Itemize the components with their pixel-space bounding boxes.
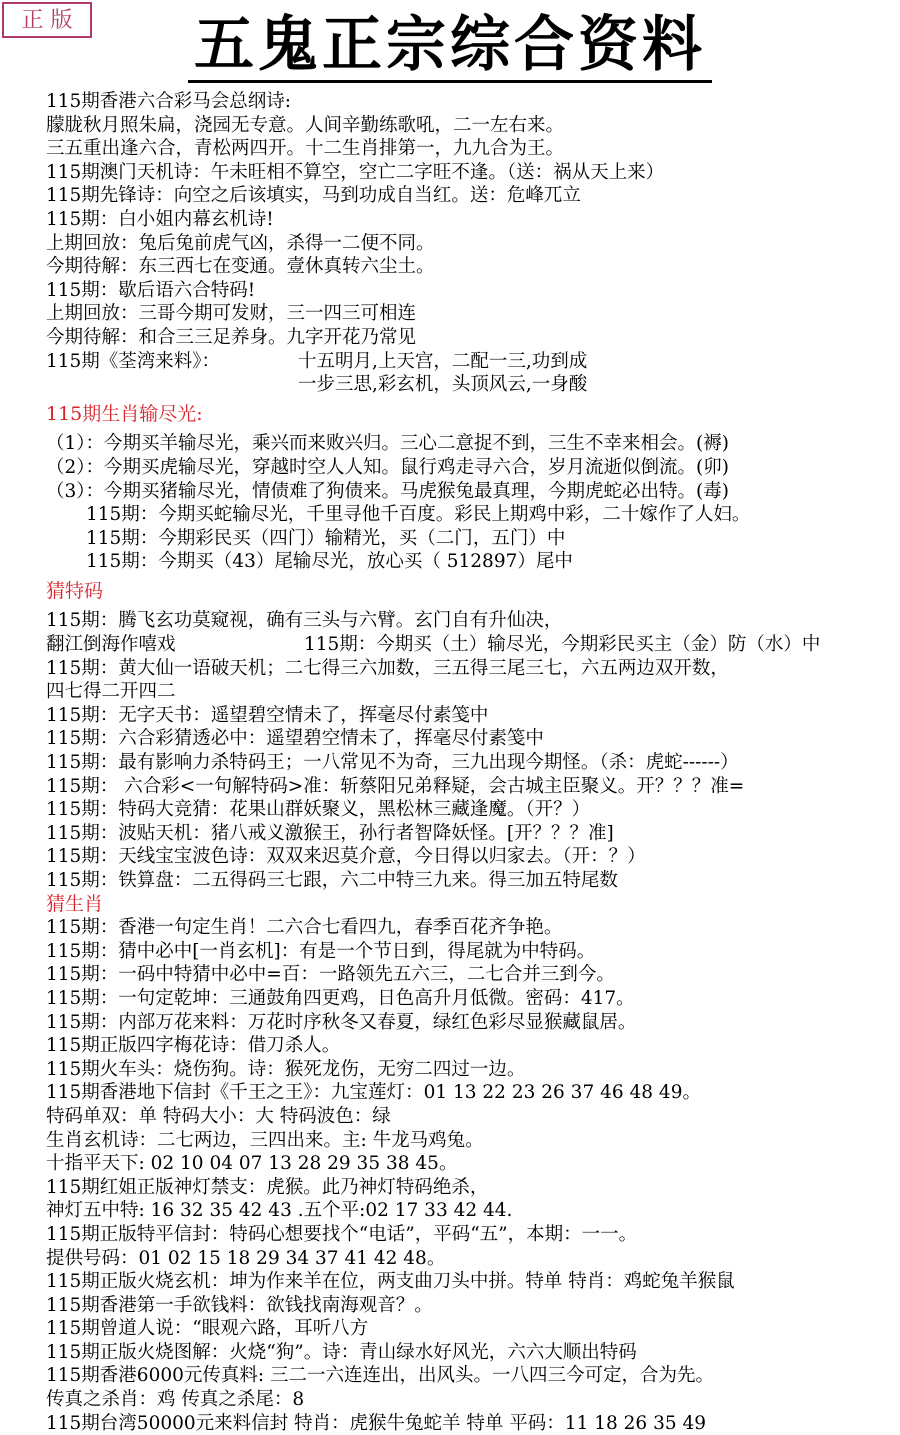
block2b-line: 115期：今期彩民买（四门）输精光，买（二门，五门）中 xyxy=(86,527,566,549)
block4-line: 115期正版特平信封：特码心想要找个“电话”，平码“五”，本期：一一。 xyxy=(46,1223,638,1245)
block3-line: 四七得二开四二 xyxy=(46,681,176,703)
block2b-line: 115期：今期买（43）尾输尽光，放心买（ 512897）尾中 xyxy=(86,551,573,573)
block1-line: 115期香港六合彩马会总纲诗: xyxy=(46,91,292,112)
block4-line: 115期：一码中特猜中必中=百：一路领先五六三，二七合并三到今。 xyxy=(46,964,615,986)
guess-line-2-left: 翻江倒海作嘻戏 xyxy=(46,634,176,656)
block3-line: 115期：最有影响力杀特码王；一八常见不为奇，三九出现今期怪。（杀：虎蛇------） xyxy=(46,752,739,774)
block4-line: 115期香港6000元传真料: 三二一六连连出，出风头。一八四三今可定，合为先。 xyxy=(46,1365,715,1387)
block4-line: 十指平天下: 02 10 04 07 13 28 29 35 38 45。 xyxy=(46,1153,458,1175)
guess-line-2-right: 115期：今期买（土）输尽光，今期彩民买主（金）防（水）中 xyxy=(304,634,821,656)
block4-line: 115期台湾50000元来料信封 特肖：虎猴牛兔蛇羊 特单 平码：11 18 26 35 49 xyxy=(46,1412,707,1434)
block4-line: 115期正版火烧图解：火烧“狗”。诗：青山绿水好风光，六六大顺出特码 xyxy=(46,1341,637,1363)
quanwan-row-1 xyxy=(46,350,896,374)
block1-line: 115期：白小姐内幕玄机诗! xyxy=(46,208,274,230)
block3-line: 115期：六合彩猜透必中：遥望碧空情未了，挥毫尽付素笺中 xyxy=(46,728,544,750)
block3-line: 115期：铁算盘：二五得码三七跟，六二中特三九来。得三加五特尾数 xyxy=(46,870,618,891)
block4-line: 115期香港第一手欲钱料：欲钱找南海观音？。 xyxy=(46,1294,433,1316)
section-heading-zodiac-lose: 115期生肖输尽光: xyxy=(46,402,203,425)
block3-line: 115期：特码大竞猜：花果山群妖聚义，黑松林三藏逢魔。（开？） xyxy=(46,799,591,821)
quanwan-line-2: 一步三思,彩玄机，头顶风云,一身酸 xyxy=(298,374,588,396)
block4-line: 115期正版火烧玄机：坤为作来羊在位，两支曲刀头中拼。特单 特肖：鸡蛇兔羊猴鼠 xyxy=(46,1271,735,1293)
block2b-line: 115期：今期买蛇输尽光，千里寻他千百度。彩民上期鸡中彩，二十嫁作了人妇。 xyxy=(86,504,751,526)
block4-line: 115期曾道人说：“眼观六路，耳听八方 xyxy=(46,1318,369,1340)
block4-line: 115期：猜中必中[一肖玄机]：有是一个节日到，得尾就为中特码。 xyxy=(46,940,596,962)
block4-line: 传真之杀肖：鸡 传真之杀尾：8 xyxy=(46,1389,305,1411)
block1-line: 三五重出逢六合，青松两四开。十二生肖排第一，九九合为王。 xyxy=(46,138,565,160)
block4-line: 115期红姐正版神灯禁支：虎猴。此乃神灯特码绝杀， xyxy=(46,1176,489,1198)
guess-line-1: 115期：腾飞玄功莫窥视，确有三头与六臂。玄门自有升仙决， xyxy=(46,610,563,632)
section-heading-guess-zodiac: 猜生肖 xyxy=(46,892,104,915)
block3-line: 115期：波贴天机：猪八戒义激猴王，孙行者智降妖怪。[开？？？准] xyxy=(46,822,614,844)
block2-line: （1）：今期买羊输尽光，乘兴而来败兴归。三心二意捉不到，三生不幸来相会。(褥) xyxy=(46,433,729,455)
block1-line: 115期先锋诗：向空之后该填实，马到功成自当红。送：危峰兀立 xyxy=(46,185,581,207)
block1-line: 上期回放：兔后兔前虎气凶，杀得一二便不同。 xyxy=(46,232,435,254)
page-title xyxy=(0,10,900,80)
block2-line: （3）：今期买猪输尽光，情债难了狗债来。马虎猴兔最真理，今期虎蛇必出特。(毒) xyxy=(46,480,729,502)
block4-line: 115期：一句定乾坤：三通鼓角四更鸡，日色高升月低微。密码：417。 xyxy=(46,987,635,1009)
block4-line: 115期正版四字梅花诗：借刀杀人。 xyxy=(46,1035,341,1057)
title-text: 五鬼正宗综合资料 xyxy=(188,10,712,83)
genuine-badge: 正 版 xyxy=(2,2,92,38)
block1-line: 朦胧秋月照朱扁，浇园无专意。人间辛勤练歌吼，二一左右来。 xyxy=(46,114,565,136)
block1-line: 今期待解：和合三三足养身。九字开花乃常见 xyxy=(46,326,417,348)
lose-block xyxy=(46,432,896,503)
document-body xyxy=(46,90,896,1435)
block4-line: 115期火车头：烧伤狗。诗：猴死龙伤，无穷二四过一边。 xyxy=(46,1058,526,1080)
zodiac-block xyxy=(46,916,896,1435)
quanwan-label: 115期《荃湾来料》： xyxy=(46,350,221,372)
block1-line: 今期待解：东三西七在变通。壹休真转六尘土。 xyxy=(46,256,435,278)
block3-line: 115期：天线宝宝波色诗：双双来迟莫介意，今日得以归家去。（开：？） xyxy=(46,846,646,868)
block3-line: 115期：黄大仙一语破天机；二七得三六加数，三五得三尾三七，六五两边双开数， xyxy=(46,657,729,679)
lose-block-2 xyxy=(46,503,896,574)
quanwan-line-1: 十五明月,上天宫，二配一三,功到成 xyxy=(298,350,588,372)
block4-line: 115期香港地下信封《千王之王》：九宝莲灯：01 13 22 23 26 37 46 48 49。 xyxy=(46,1082,701,1104)
block4-line: 特码单双：单 特码大小：大 特码波色：绿 xyxy=(46,1105,391,1127)
block1-line: 115期澳门天机诗：午未旺相不算空，空亡二字旺不逢。（送：祸从天上来） xyxy=(46,161,665,183)
block3-line: 115期： 六合彩<一句解特码>准：斩蔡阳兄弟释疑，会古城主臣聚义。开？？？准= xyxy=(46,775,745,797)
block4-line: 生肖玄机诗：二七两边，三四出来。主: 牛龙马鸡兔。 xyxy=(46,1129,484,1151)
block3-line: 115期：无字天书：遥望碧空情未了，挥毫尽付素笺中 xyxy=(46,704,489,726)
section-heading-guess-special: 猜特码 xyxy=(46,579,104,602)
intro-block xyxy=(46,90,896,350)
block1-line: 上期回放：三哥今期可发财，三一四三可相连 xyxy=(46,303,417,325)
block4-line: 神灯五中特: 16 32 35 42 43 .五个平:02 17 33 42 44. xyxy=(46,1200,513,1222)
block2-line: （2）：今期买虎输尽光，穿越时空人人知。鼠行鸡走寻六合，岁月流逝似倒流。(卯) xyxy=(46,456,729,478)
block4-line: 提供号码：01 02 15 18 29 34 37 41 42 48。 xyxy=(46,1247,446,1269)
block4-line: 115期：内部万花来料：万花时序秋冬又春夏，绿红色彩尽显猴藏鼠居。 xyxy=(46,1011,637,1033)
quanwan-row-2 xyxy=(46,373,896,397)
guess-line-2 xyxy=(46,633,896,657)
block4-line: 115期：香港一句定生肖！二六合七看四九，春季百花齐争艳。 xyxy=(46,917,563,939)
guess-block xyxy=(46,657,896,893)
block1-line: 115期：歇后语六合特码! xyxy=(46,279,256,301)
